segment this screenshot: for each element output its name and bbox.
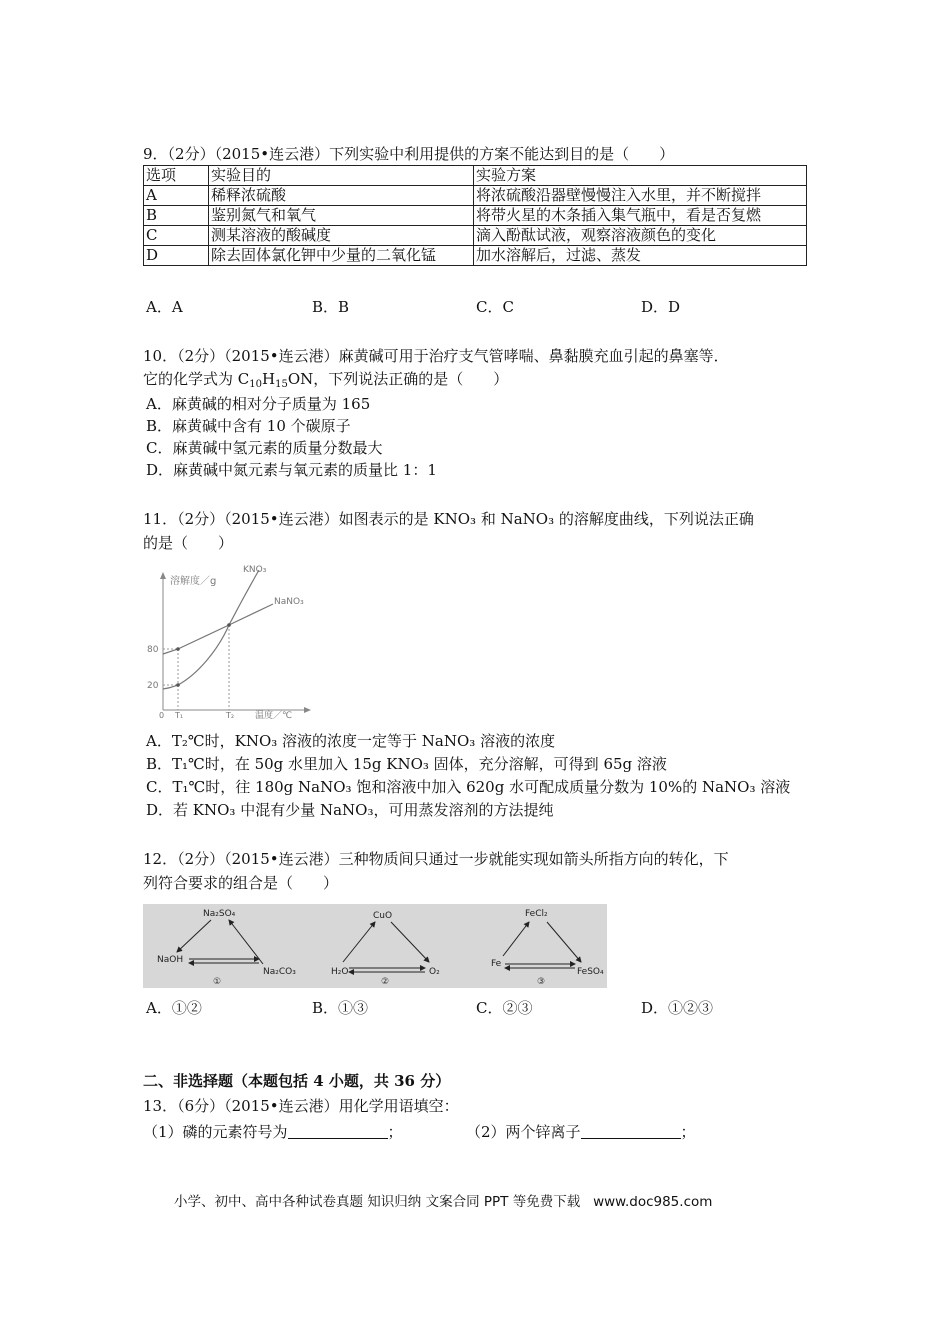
q13-part1-label: （1）磷的元素符号为 xyxy=(143,1123,288,1141)
diagram-number: ② xyxy=(381,977,390,987)
q10-stem-line1: 10．（2分）（2015•连云港）麻黄碱可用于治疗支气管哮喘、鼻黏膜充血引起的鼻塞等． xyxy=(143,347,729,365)
point-marker xyxy=(176,683,180,687)
diagram-number: ① xyxy=(213,977,222,987)
x-axis-label: 温度／℃ xyxy=(255,711,293,720)
q12-option-d: D．①②③ xyxy=(641,999,714,1017)
section-heading: 二、非选择题（本题包括 4 小题，共 36 分） xyxy=(143,1072,451,1090)
y-axis-arrow xyxy=(160,572,166,579)
q10-stem-text: H xyxy=(261,370,276,388)
q10-option-b: B．麻黄碱中含有 10 个碳原子 xyxy=(146,417,351,435)
q10-option-a: A．麻黄碱的相对分子质量为 165 xyxy=(146,395,371,413)
q9-stem: 9．（2分）（2015•连云港）下列实验中利用提供的方案不能达到目的是（ ） xyxy=(143,145,675,163)
table-cell: D xyxy=(144,246,209,266)
arrow xyxy=(391,922,429,962)
x-tick-label: T₁ xyxy=(175,711,184,720)
table-header-cell: 选项 xyxy=(144,166,209,186)
q12-option-c: C．②③ xyxy=(476,999,533,1017)
diagram-right-label: FeSO₄ xyxy=(577,967,604,977)
q13-stem: 13．（6分）（2015•连云港）用化学用语填空： xyxy=(143,1097,459,1115)
footer-text: 小学、初中、高中各种试卷真题 知识归纳 文案合同 PPT 等免费下载 xyxy=(174,1194,581,1210)
table-row xyxy=(144,186,807,206)
point-marker xyxy=(176,647,180,651)
arrow xyxy=(229,920,263,964)
kno3-label: KNO₃ xyxy=(243,565,267,575)
q11-option-d: D．若 KNO₃ 中混有少量 NaNO₃，可用蒸发溶剂的方法提纯 xyxy=(146,801,554,819)
diagram-2 xyxy=(331,911,440,987)
q13-part1-end: ； xyxy=(387,1123,403,1141)
nano3-label: NaNO₃ xyxy=(274,597,304,607)
q9-option-b: B．B xyxy=(312,298,350,316)
diagram-top-label: Na₂SO₄ xyxy=(203,909,236,919)
q9-option-c: C．C xyxy=(476,298,514,316)
table-row xyxy=(144,206,807,226)
q12-stem-line1: 12．（2分）（2015•连云港）三种物质间只通过一步就能实现如箭头所指方向的转化，下 xyxy=(143,850,729,868)
q10-stem-text: 它的化学式为 C xyxy=(143,370,250,388)
diagram-left-label: H₂O xyxy=(331,967,349,977)
q12-stem-line2: 列符合要求的组合是（ ） xyxy=(143,874,339,892)
kno3-curve xyxy=(163,570,259,689)
q9-option-a: A．A xyxy=(146,298,183,316)
q10-subscript: 15 xyxy=(275,379,288,390)
q10-stem-text: ON，下列说法正确的是（ ） xyxy=(287,370,509,388)
table-row xyxy=(144,226,807,246)
answer-blank[interactable] xyxy=(288,1123,388,1139)
arrow xyxy=(177,920,211,952)
table-cell: 稀释浓硫酸 xyxy=(209,186,474,206)
diagram-number: ③ xyxy=(537,977,546,987)
q10-option-d: D．麻黄碱中氮元素与氧元素的质量比 1：1 xyxy=(146,461,437,479)
q13-part1 xyxy=(143,1121,403,1143)
diagram-3 xyxy=(491,909,604,987)
diagram-top-label: CuO xyxy=(373,911,393,921)
table-header-row xyxy=(144,166,807,186)
table-header-cell: 实验目的 xyxy=(209,166,474,186)
x-tick-label: T₂ xyxy=(226,711,235,720)
table-cell: 除去固体氯化钾中少量的二氧化锰 xyxy=(209,246,474,266)
table-cell: B xyxy=(144,206,209,226)
q12-option-a: A．①② xyxy=(146,999,202,1017)
arrow xyxy=(547,922,581,962)
q12-option-b: B．①③ xyxy=(312,999,369,1017)
table-row xyxy=(144,246,807,266)
table-cell: 测某溶液的酸碱度 xyxy=(209,226,474,246)
q11-option-b: B．T₁℃时，在 50g 水里加入 15g KNO₃ 固体，充分溶解，可得到 65g 溶液 xyxy=(146,755,667,773)
solubility-curve-chart xyxy=(143,562,313,720)
q11-option-a: A．T₂℃时，KNO₃ 溶液的浓度一定等于 NaNO₃ 溶液的浓度 xyxy=(146,732,556,750)
intersection-marker xyxy=(227,623,231,627)
answer-blank[interactable] xyxy=(581,1123,681,1139)
table-cell: 鉴别氮气和氧气 xyxy=(209,206,474,226)
y-tick-label: 20 xyxy=(147,681,159,691)
diagram-1 xyxy=(157,909,296,987)
table-cell: 加水溶解后，过滤、蒸发 xyxy=(474,246,807,266)
footer-url[interactable]: www.doc985.com xyxy=(593,1194,713,1210)
q11-option-c: C．T₁℃时，往 180g NaNO₃ 饱和溶液中加入 620g 水可配成质量分数为 10%的 NaNO₃ 溶液 xyxy=(146,778,791,796)
diagram-left-label: Fe xyxy=(491,959,502,969)
nano3-curve xyxy=(163,604,273,654)
q13-part2-label: （2）两个锌离子 xyxy=(466,1123,581,1141)
conversion-diagrams xyxy=(143,904,607,988)
q9-table xyxy=(143,165,807,266)
diagram-top-label: FeCl₂ xyxy=(525,909,548,919)
q11-stem-line1: 11．（2分）（2015•连云港）如图表示的是 KNO₃ 和 NaNO₃ 的溶解度曲线，下列说法正确 xyxy=(143,510,754,528)
q10-option-c: C．麻黄碱中氢元素的质量分数最大 xyxy=(146,439,383,457)
arrow xyxy=(503,922,529,956)
y-axis-label: 溶解度／g xyxy=(170,576,217,587)
x-axis-arrow xyxy=(304,707,311,713)
table-cell: 将浓硫酸沿器壁慢慢注入水里，并不断搅拌 xyxy=(474,186,807,206)
q10-stem-line2 xyxy=(143,368,508,390)
x-tick-label: 0 xyxy=(159,711,165,720)
diagram-right-label: O₂ xyxy=(429,967,440,977)
q10-subscript: 10 xyxy=(249,379,262,390)
q13-part2 xyxy=(466,1121,696,1143)
footer xyxy=(174,1190,712,1210)
table-cell: A xyxy=(144,186,209,206)
table-cell: 将带火星的木条插入集气瓶中，看是否复燃 xyxy=(474,206,807,226)
diagram-left-label: NaOH xyxy=(157,955,184,965)
table-header-cell: 实验方案 xyxy=(474,166,807,186)
q13-part2-end: ； xyxy=(680,1123,696,1141)
table-cell: 滴入酚酞试液，观察溶液颜色的变化 xyxy=(474,226,807,246)
diagram-right-label: Na₂CO₃ xyxy=(263,967,296,977)
arrow xyxy=(343,922,375,962)
q9-option-d: D．D xyxy=(641,298,681,316)
q11-stem-line2: 的是（ ） xyxy=(143,534,234,552)
table-cell: C xyxy=(144,226,209,246)
y-tick-label: 80 xyxy=(147,645,159,655)
